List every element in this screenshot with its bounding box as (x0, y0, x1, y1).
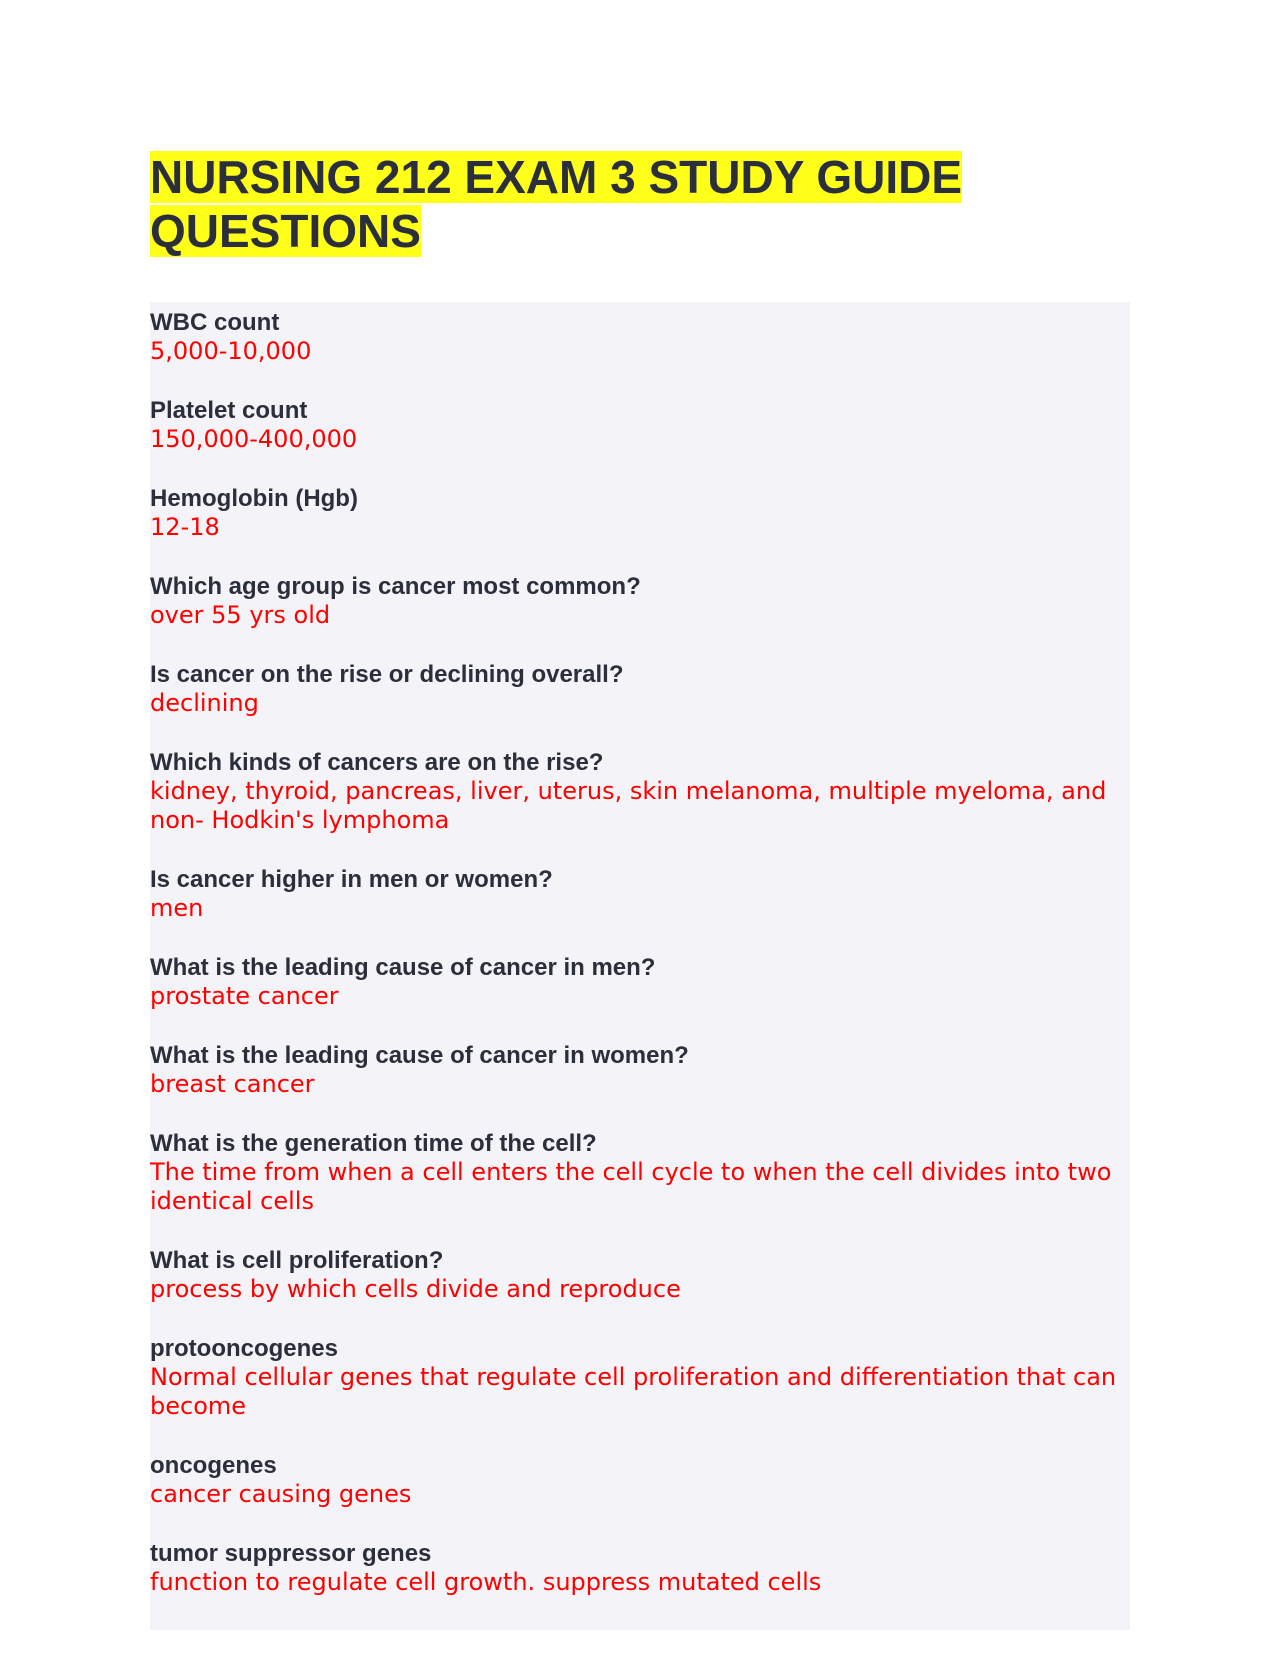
answer: 5,000-10,000 (150, 337, 312, 365)
qa-item (150, 748, 1130, 835)
answer: men (150, 894, 204, 922)
qa-item (150, 1041, 1130, 1099)
answer: function to regulate cell growth. suppress mutated cells (150, 1568, 822, 1596)
question: WBC count (150, 309, 280, 336)
answer: declining (150, 689, 259, 717)
answer: 150,000-400,000 (150, 425, 358, 453)
question: tumor suppressor genes (150, 1540, 432, 1567)
question: Is cancer on the rise or declining overall? (150, 661, 624, 688)
answer: cancer causing genes (150, 1480, 412, 1508)
question: What is the leading cause of cancer in women? (150, 1042, 689, 1069)
qa-item (150, 1539, 1130, 1597)
answer: over 55 yrs old (150, 601, 331, 629)
qa-item (150, 660, 1130, 718)
qa-item (150, 308, 1130, 366)
question: Hemoglobin (Hgb) (150, 485, 358, 512)
answer: prostate cancer (150, 982, 339, 1010)
question: oncogenes (150, 1452, 277, 1479)
qa-item (150, 396, 1130, 454)
qa-item (150, 572, 1130, 630)
question: What is the generation time of the cell? (150, 1130, 597, 1157)
question: Platelet count (150, 397, 308, 424)
qa-item (150, 1451, 1130, 1509)
answer: The time from when a cell enters the cell cycle to when the cell divides into two identical cells (150, 1158, 1112, 1215)
title-highlight: NURSING 212 EXAM 3 STUDY GUIDE QUESTIONS (150, 151, 963, 257)
qa-item (150, 1129, 1130, 1216)
answer: 12-18 (150, 513, 220, 541)
question: protooncogenes (150, 1335, 339, 1362)
question: Which kinds of cancers are on the rise? (150, 749, 604, 776)
qa-item (150, 484, 1130, 542)
qa-item (150, 865, 1130, 923)
qa-item (150, 953, 1130, 1011)
qa-item (150, 1334, 1130, 1421)
question: What is the leading cause of cancer in men? (150, 954, 656, 981)
question: What is cell proliferation? (150, 1247, 444, 1274)
question: Is cancer higher in men or women? (150, 866, 553, 893)
answer: kidney, thyroid, pancreas, liver, uterus, skin melanoma, multiple myeloma, and non- Hodkin's lymphoma (150, 777, 1107, 834)
question: Which age group is cancer most common? (150, 573, 641, 600)
answer: breast cancer (150, 1070, 315, 1098)
answer: process by which cells divide and reproduce (150, 1275, 681, 1303)
qa-item (150, 1246, 1130, 1304)
answer: Normal cellular genes that regulate cell proliferation and differentiation that can become (150, 1363, 1117, 1420)
qa-panel (150, 302, 1130, 1630)
page-title (150, 150, 1010, 258)
